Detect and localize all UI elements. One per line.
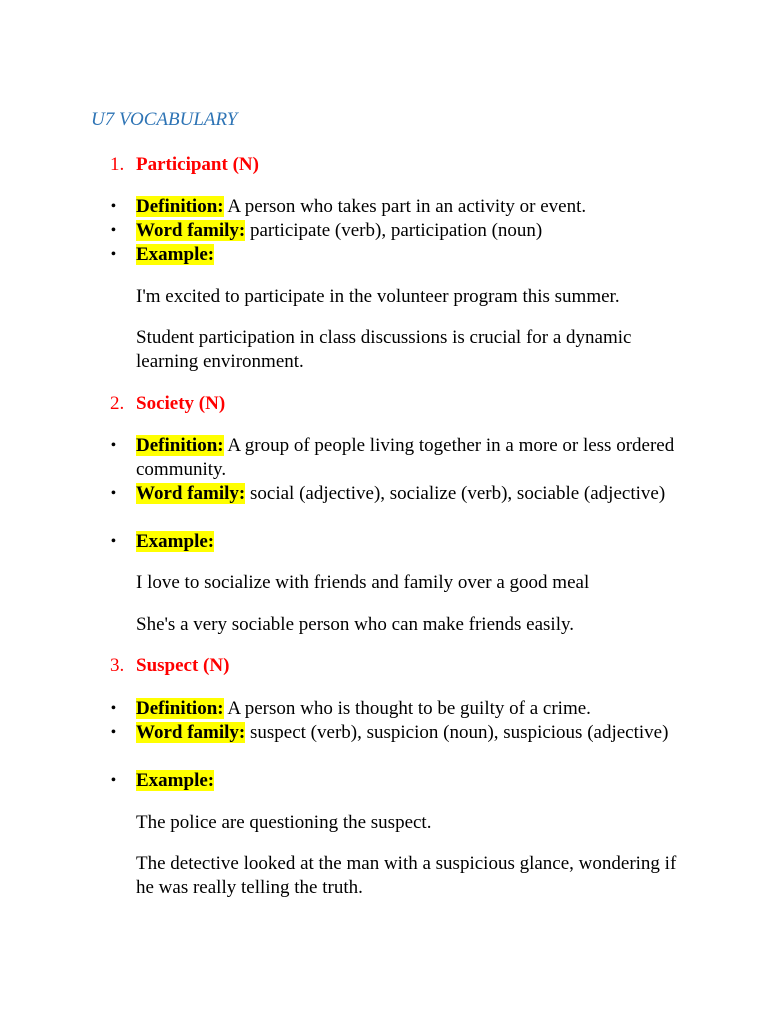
example-sentence: I love to socialize with friends and family over a good meal bbox=[136, 572, 590, 593]
entry-heading-society bbox=[110, 392, 225, 416]
example-sentence: She's a very sociable person who can make friends easily. bbox=[136, 614, 574, 635]
entry-heading-suspect bbox=[110, 654, 229, 678]
example-label: Example: bbox=[136, 770, 215, 791]
entry-word: Society (N) bbox=[136, 393, 226, 414]
example-sentence: The detective looked at the man with a suspicious glance, wondering if he was really telling the truth. bbox=[136, 853, 677, 898]
word-family-text: participate (verb), participation (noun) bbox=[250, 220, 543, 241]
example-label: Example: bbox=[136, 531, 215, 552]
word-family-text: social (adjective), socialize (verb), sociable (adjective) bbox=[250, 483, 666, 504]
example-sentence: I'm excited to participate in the volunteer program this summer. bbox=[136, 286, 620, 307]
entry-heading-participant bbox=[110, 153, 259, 177]
bullet-icon: • bbox=[111, 701, 116, 716]
word-family-label: Word family: bbox=[136, 483, 246, 504]
entry-number: 2. bbox=[110, 393, 125, 414]
bullet-icon: • bbox=[111, 199, 116, 214]
bullet-icon: • bbox=[111, 534, 116, 549]
example-sentence: Student participation in class discussions is crucial for a dynamic learning environment. bbox=[136, 327, 632, 372]
document-title: U7 VOCABULARY bbox=[91, 109, 238, 130]
bullet-icon: • bbox=[111, 773, 116, 788]
bullet-icon: • bbox=[111, 486, 116, 501]
definition-label: Definition: bbox=[136, 698, 224, 719]
entry-word: Participant (N) bbox=[136, 154, 259, 175]
bullet-icon: • bbox=[111, 247, 116, 262]
definition-text: A group of people living together in a more or less ordered community. bbox=[136, 435, 675, 480]
entry-number: 1. bbox=[110, 154, 125, 175]
definition-label: Definition: bbox=[136, 196, 224, 217]
example-label: Example: bbox=[136, 244, 215, 265]
bullet-icon: • bbox=[111, 725, 116, 740]
bullet-icon: • bbox=[111, 438, 116, 453]
word-family-text: suspect (verb), suspicion (noun), suspicious (adjective) bbox=[250, 722, 669, 743]
word-family-label: Word family: bbox=[136, 722, 246, 743]
definition-text: A person who is thought to be guilty of a crime. bbox=[227, 698, 591, 719]
word-family-label: Word family: bbox=[136, 220, 246, 241]
bullet-icon: • bbox=[111, 223, 116, 238]
example-sentence: The police are questioning the suspect. bbox=[136, 812, 432, 833]
definition-label: Definition: bbox=[136, 435, 224, 456]
definition-text: A person who takes part in an activity or event. bbox=[227, 196, 587, 217]
entry-number: 3. bbox=[110, 655, 125, 676]
entry-word: Suspect (N) bbox=[136, 655, 230, 676]
